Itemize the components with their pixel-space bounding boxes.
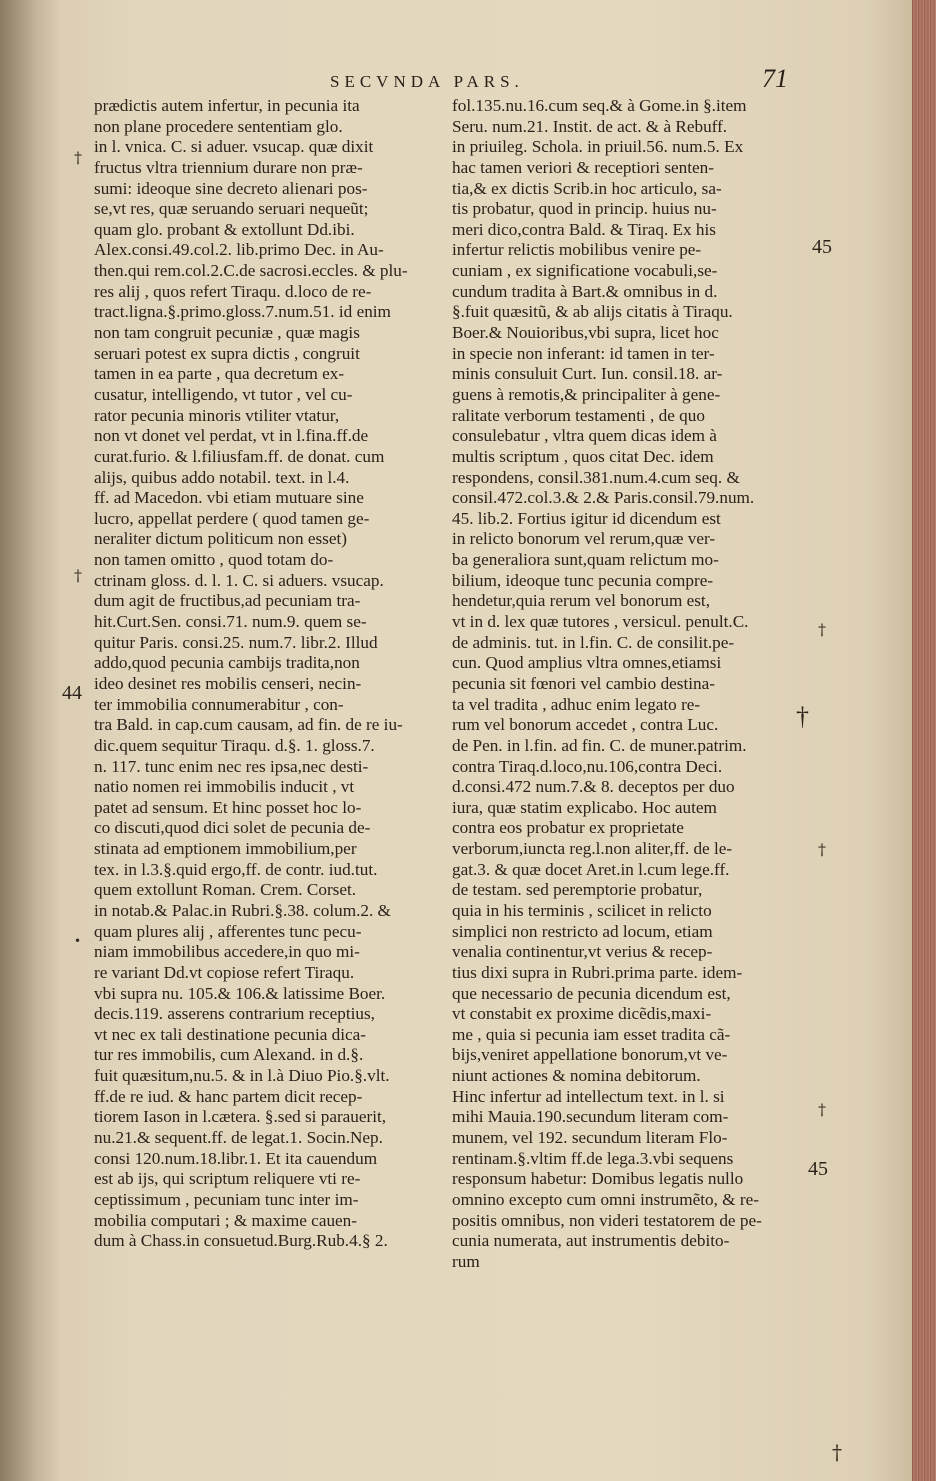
right-column-line: venalia continentur,vt verius & recep- [452,942,713,962]
right-column-line: responsum habetur: Domibus legatis nullo [452,1169,744,1189]
right-column-line: iura, quæ statim explicabo. Hoc autem [452,797,717,817]
left-column-line: cusatur, intelligendo, vt tutor , vel cu- [94,384,353,404]
right-column-line: d.consi.472 num.7.& 8. deceptos per duo [452,777,735,797]
left-column-line: rator pecunia minoris vtiliter vtatur, [94,405,340,425]
margin-mark: † [818,840,826,859]
left-column-line: lucro, appellat perdere ( quod tamen ge- [94,508,370,528]
right-column-line: bijs,veniret appellatione bonorum,vt ve- [452,1045,728,1065]
left-column-line: prædictis autem infertur, in pecunia ita [94,96,360,115]
right-column-line: de Pen. in l.fin. ad fin. C. de muner.patrim. [452,735,747,755]
left-column-line: vbi supra nu. 105.& 106.& latissime Boer. [94,983,386,1003]
right-column-line: mihi Mauia.190.secundum literam com- [452,1107,729,1127]
left-column-line: Alex.consi.49.col.2. lib.primo Dec. in Au- [94,240,384,260]
margin-mark: † [818,1100,826,1119]
right-column-line: ralitate verborum testamenti , de quo [452,405,705,425]
margin-number-right-1: 45 [812,236,832,258]
margin-number-left: 44 [62,682,82,704]
left-column-line: co discuti,quod dici solet de pecunia de- [94,818,371,838]
left-column-line: vt nec ex tali destinatione pecunia dica- [94,1024,367,1044]
left-column-line: tex. in l.3.§.quid ergo,ff. de contr. iud.tut. [94,859,378,879]
right-column-line: omnino excepto cum omni instrumẽto, & re- [452,1189,759,1209]
margin-mark: • [74,934,82,948]
right-column-line: hac tamen veriori & receptiori senten- [452,157,714,177]
left-column-line: non vt donet vel perdat, vt in l.fina.ff.de [94,426,369,446]
right-column-line: tia,& ex dictis Scrib.in hoc articulo, sa- [452,178,722,198]
right-column-line: cuniam , ex significatione vocabuli,se- [452,261,718,281]
left-column-line: patet ad sensum. Et hinc posset hoc lo- [94,797,362,817]
right-column-line: ba generaliora sunt,quam relictum mo- [452,550,719,570]
right-column-line: de adminis. tut. in l.fin. C. de consilit.pe- [452,632,735,652]
left-column-line: tur res immobilis, cum Alexand. in d.§. [94,1045,364,1065]
left-column-line: in l. vnica. C. si aduer. vsucap. quæ dixit [94,137,374,157]
left-column-line: dum agit de fructibus,ad pecuniam tra- [94,591,361,611]
left-column-line: niam immobilibus accedere,in quo mi- [94,942,360,962]
left-column-line: quem extollunt Roman. Crem. Corset. [94,880,357,900]
right-column-line: me , quia si pecunia iam esset tradita cã- [452,1024,731,1044]
right-column-line: cun. Quod amplius vltra omnes,etiamsi [452,653,722,673]
left-column-line: quitur Paris. consi.25. num.7. libr.2. Illud [94,632,378,652]
right-text-column [452,96,792,1273]
right-column-line: vt in d. lex quæ tutores , versicul. penult.C. [452,612,749,632]
left-column-line: res alij , quos refert Tiraqu. d.loco de re- [94,281,372,301]
left-column-line: stinata ad emptionem immobilium,per [94,839,357,859]
right-column-line: 45. lib.2. Fortius igitur id dicendum est [452,508,721,528]
running-head: SECVNDA PARS. [330,72,524,91]
left-column-line: dum à Chass.in consuetud.Burg.Rub.4.§ 2. [94,1231,388,1251]
left-column-line: se,vt res, quæ seruando seruari nequeũt; [94,199,369,219]
right-column-line: multis scriptum , quos citat Dec. idem [452,446,714,466]
left-column-line: quam plures alij , afferentes tunc pecu- [94,921,362,941]
right-column-line: niunt actiones & nomina debitorum. [452,1066,701,1086]
left-column-line: ideo desinet res mobilis censeri, necin- [94,673,362,693]
left-column-line: natio nomen rei immobilis inducit , vt [94,777,355,797]
margin-mark: † [74,566,82,585]
left-column-line: alijs, quibus addo notabil. text. in l.4. [94,467,350,487]
right-column-line: contra Tiraq.d.loco,nu.106,contra Deci. [452,756,723,776]
left-column-line: addo,quod pecunia cambijs tradita,non [94,653,360,673]
right-column-line: de testam. sed peremptorie probatur, [452,880,703,900]
right-column-line: bilium, ideoque tunc pecunia compre- [452,570,714,590]
right-column-line: positis omnibus, non videri testatorem de pe- [452,1210,762,1230]
left-text-column [94,96,434,1252]
right-column-line: verborum,iuncta reg.l.non aliter,ff. de le- [452,839,733,859]
right-column-line: que necessario de pecunia dicendum est, [452,983,731,1003]
left-column-line: curat.furio. & l.filiusfam.ff. de donat. cum [94,446,385,466]
right-column-line: Seru. num.21. Instit. de act. & à Rebuff. [452,116,728,136]
margin-mark: † [74,148,82,167]
page-number: 71 [762,64,788,93]
right-column-line: infertur relictis mobilibus venire pe- [452,240,702,260]
margin-dagger: † [796,702,809,731]
right-column-line: guens à remotis,& principaliter à gene- [452,384,721,404]
left-column-line: re variant Dd.vt copiose refert Tiraqu. [94,962,355,982]
margin-number-right-2: 45 [808,1158,828,1180]
margin-mark: † [832,1440,842,1464]
right-column-line: hendetur,quia rerum vel bonorum est, [452,591,711,611]
right-column-line: consulebatur , vltra quem dicas idem à [452,426,717,446]
left-column-line: mobilia computari ; & maxime cauen- [94,1210,357,1230]
right-column-line: rum [452,1251,480,1271]
left-column-line: ff.de re iud. & hanc partem dicit recep- [94,1086,363,1106]
left-column-line: seruari potest ex supra dictis , congruit [94,343,360,363]
right-column-line: simplici non restricto ad locum, etiam [452,921,713,941]
left-column-line: non tam congruit pecuniæ , quæ magis [94,323,360,343]
left-column-line: ctrinam gloss. d. l. 1. C. si aduers. vsucap. [94,570,384,590]
right-column-line: §.fuit quæsitũ, & ab alijs citatis à Tiraqu. [452,302,733,322]
gutter-shadow [0,0,60,1481]
right-column-line: tius dixi supra in Rubri.prima parte. idem- [452,962,743,982]
right-column-line: gat.3. & quæ docet Aret.in l.cum lege.ff. [452,859,730,879]
left-column-line: fructus vltra triennium durare non præ- [94,157,363,177]
left-column-line: neraliter dictum politicum non esset) [94,529,347,549]
right-column-line: rum vel bonorum accedet , contra Luc. [452,715,719,735]
right-column-line: tis probatur, quod in princip. huius nu- [452,199,717,219]
left-column-line: tract.ligna.§.primo.gloss.7.num.51. id enim [94,302,391,322]
right-column-line: pecunia sit fœnori vel cambio destina- [452,673,715,693]
right-column-line: consil.472.col.3.& 2.& Paris.consil.79.num. [452,488,755,508]
right-column-line: minis consuluit Curt. Iun. consil.18. ar- [452,364,723,384]
left-column-line: tamen in ea parte , qua decretum ex- [94,364,345,384]
right-column-line: ta vel tradita , adhuc enim legato re- [452,694,701,714]
right-column-line: in priuileg. Schola. in priuil.56. num.5. Ex [452,137,744,157]
right-column-line: vt constabit ex proxime dicẽdis,maxi- [452,1004,712,1024]
left-column-line: non tamen omitto , quod totam do- [94,550,334,570]
left-column-line: fuit quæsitum,nu.5. & in l.à Diuo Pio.§.vlt. [94,1066,390,1086]
left-column-line: ter immobilia connumerabitur , con- [94,694,344,714]
left-column-line: n. 117. tunc enim nec res ipsa,nec desti- [94,756,369,776]
right-column-line: in specie non inferant: id tamen in ter- [452,343,715,363]
right-column-line: cundum tradita à Bart.& omnibus in d. [452,281,718,301]
left-column-line: tra Bald. in cap.cum causam, ad fin. de re iu- [94,715,403,735]
left-column-line: est ab ijs, qui scriptum reliquere vti re- [94,1169,361,1189]
left-column-line: consi 120.num.18.libr.1. Et ita cauendum [94,1148,378,1168]
right-column-line: respondens, consil.381.num.4.cum seq. & [452,467,740,487]
left-column-line: in notab.& Palac.in Rubri.§.38. colum.2. & [94,900,391,920]
right-column-line: fol.135.nu.16.cum seq.& à Gome.in §.item [452,96,747,115]
left-column-line: sumi: ideoque sine decreto alienari pos- [94,178,368,198]
right-column-line: in relicto bonorum vel rerum,quæ ver- [452,529,716,549]
right-column-line: munem, vel 192. secundum literam Flo- [452,1128,728,1148]
left-column-line: non plane procedere sententiam glo. [94,116,343,136]
right-column-line: Hinc infertur ad intellectum text. in l. si [452,1086,725,1106]
left-column-line: ceptissimum , pecuniam tunc inter im- [94,1189,359,1209]
right-column-line: meri dico,contra Bald. & Tiraq. Ex his [452,219,716,239]
left-column-line: then.qui rem.col.2.C.de sacrosi.eccles. & plu- [94,261,408,281]
left-column-line: ff. ad Macedon. vbi etiam mutuare sine [94,488,364,508]
page-edge [912,0,936,1481]
right-column-line: cunia numerata, aut instrumentis debito- [452,1231,730,1251]
left-column-line: quam glo. probant & extollunt Dd.ibi. [94,219,355,239]
left-column-line: nu.21.& sequent.ff. de legat.1. Socin.Nep. [94,1128,383,1148]
right-column-line: rentinam.§.vltim ff.de lega.3.vbi sequens [452,1148,734,1168]
left-column-line: dic.quem sequitur Tiraqu. d.§. 1. gloss.7. [94,735,375,755]
left-column-line: tiorem Iason in l.cætera. §.sed si parauerit, [94,1107,387,1127]
left-column-line: decis.119. asserens contrarium receptius, [94,1004,375,1024]
right-column-line: Boer.& Nouioribus,vbi supra, licet hoc [452,323,719,343]
right-column-line: quia in his terminis , scilicet in relicto [452,900,712,920]
margin-mark: † [818,620,826,639]
right-column-line: contra eos probatur ex proprietate [452,818,684,838]
left-column-line: hit.Curt.Sen. consi.71. num.9. quem se- [94,612,367,632]
